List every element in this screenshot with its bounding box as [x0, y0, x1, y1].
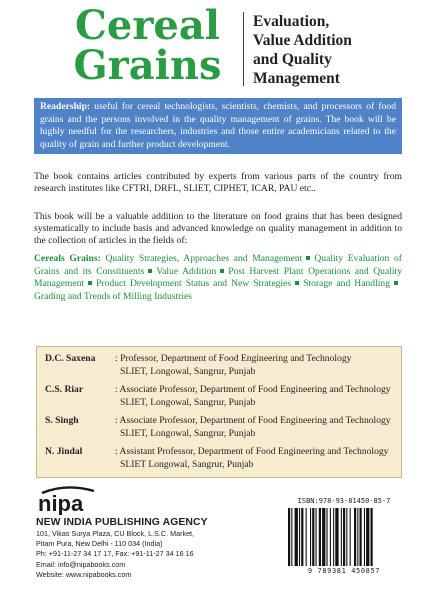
title-block — [60, 2, 420, 96]
editor-name: N. Jindal — [45, 446, 83, 457]
publisher-email: Email: info@nipabooks.com — [36, 559, 126, 569]
nipa-logo — [36, 485, 106, 515]
book-title-line1: Cereal — [75, 2, 220, 49]
topic-item: Grading and Trends of Milling Industries — [34, 290, 193, 302]
editor-details — [115, 384, 397, 409]
publisher-address2: Pitam Pura, New Delhi - 110 034 (India) — [36, 539, 163, 549]
readership-text: useful for cereal technologists, scientists, chemists, and processors of food grains and the persons involved in the quality management of grains. The book will be highly needful for the researchers, industries and those entire academicians related to the quality of grain and further product development. — [40, 101, 396, 150]
editor-details — [115, 353, 397, 378]
subtitle-line4: Management — [253, 70, 340, 87]
barcode-bar — [327, 508, 328, 566]
barcode-bar — [299, 508, 300, 566]
barcode-bar — [295, 508, 298, 566]
editor-affiliation: SLIET, Longowal, Sangrur, Punjab — [120, 427, 256, 439]
editor-name: C.S. Riar — [45, 384, 84, 395]
cereal-topics-label: Cereals Grains: — [34, 253, 101, 264]
barcode-bar — [291, 508, 292, 566]
readership-label: Readership: — [40, 101, 91, 112]
editor-affiliation: SLIET, Longowal, Sangrur, Punjab — [120, 365, 256, 377]
publisher-phone: Ph: +91-11-27 34 17 17, Fax: +91-11-27 34 16 16 — [36, 549, 194, 559]
barcode-bar — [335, 508, 338, 566]
barcode-bar — [333, 508, 334, 566]
isbn-text: ISBN:978-93-81450-85-7 — [297, 497, 391, 505]
barcode-bar — [310, 508, 311, 566]
editor-role: : Associate Professor, Department of Food Engineering and Technology — [115, 415, 391, 426]
book-subtitle — [253, 12, 442, 88]
editors-box — [36, 346, 402, 478]
barcode-bar — [288, 508, 290, 566]
barcode-bar — [341, 508, 342, 566]
addition-paragraph: This book will be a valuable addition to the literature on food grains that has been designed systematically to include basis and advanced knowledge on quality management in addition to the collection of articles in the fields of: — [34, 211, 402, 247]
bullet-icon — [220, 269, 224, 273]
logo-text: nipa — [38, 491, 84, 515]
topic-item: Storage and Handling — [303, 278, 390, 290]
bullet-icon — [306, 256, 310, 260]
subtitle-line3: and Quality — [253, 51, 332, 68]
editor-affiliation: SLIET Longowal, Sangrur, Punjab — [120, 458, 254, 470]
topic-item: Value Addition — [156, 265, 217, 277]
barcode-bar — [343, 508, 345, 566]
editor-affiliation: SLIET, Longowal, Sangrur, Punjab — [120, 396, 256, 408]
barcode-bar — [366, 508, 369, 566]
publisher-address1: 101, Vikas Surya Plaza, CU Block, L.S.C. Market, — [36, 529, 195, 538]
barcode-digits: 9 789381 450857 — [307, 567, 381, 575]
barcode-bar — [354, 508, 356, 566]
barcode-box — [282, 497, 406, 581]
contributors-paragraph: The book contains articles contributed by experts from various parts of the country from research institutes like CFTRI, DRFL, SLIET, CIPHET, ICAR, PAU etc.. — [34, 171, 402, 195]
barcode-bar — [316, 508, 317, 566]
barcode-bar — [360, 508, 362, 566]
topic-item: Product Development Status and New Strategies — [96, 278, 292, 290]
barcode-bar — [322, 508, 325, 566]
book-title — [60, 2, 235, 89]
bullet-icon — [394, 281, 398, 285]
barcode-bar — [312, 508, 314, 566]
barcode-bar — [346, 508, 347, 566]
editor-role: : Assistant Professor, Department of Food Engineering and Technology — [115, 446, 389, 457]
barcode-bar — [306, 508, 307, 566]
editor-role: : Associate Professor, Department of Food Engineering and Technology — [115, 384, 391, 395]
barcode-bar — [319, 508, 321, 566]
book-title-line2: Grains — [73, 42, 222, 89]
bullet-icon — [148, 269, 152, 273]
bullet-icon — [88, 281, 92, 285]
barcode-bar — [371, 508, 373, 566]
nipa-logo-icon — [36, 485, 106, 515]
barcode-bar — [350, 508, 351, 566]
editor-name: D.C. Saxena — [45, 353, 96, 364]
topic-item: Quality Evaluation of Grains and its Constituents — [34, 253, 402, 277]
barcode-bar — [364, 508, 365, 566]
editor-name: S. Singh — [45, 415, 79, 426]
cereal-topics — [34, 253, 402, 303]
publisher-website: Website: www.nipabooks.com — [36, 569, 132, 579]
barcode-bar — [357, 508, 358, 566]
bullet-icon — [295, 281, 299, 285]
editor-role: : Professor, Department of Food Engineering and Technology — [115, 353, 352, 364]
barcode-icon — [288, 508, 400, 566]
barcode-bar — [330, 508, 331, 566]
editor-details — [115, 415, 397, 440]
title-divider — [243, 12, 244, 86]
topic-item: Post Harvest Plant Operations and Quality Management — [34, 265, 402, 290]
barcode-bar — [301, 508, 303, 566]
subtitle-line1: Evaluation, — [253, 13, 330, 30]
publisher-info — [36, 516, 256, 580]
topic-item: Quality Strategies, Approaches and Management — [105, 253, 303, 264]
subtitle-line2: Value Addition — [253, 32, 352, 49]
publisher-name: NEW INDIA PUBLISHING AGENCY — [36, 517, 208, 528]
editor-details — [115, 446, 397, 471]
readership-box — [34, 98, 402, 154]
